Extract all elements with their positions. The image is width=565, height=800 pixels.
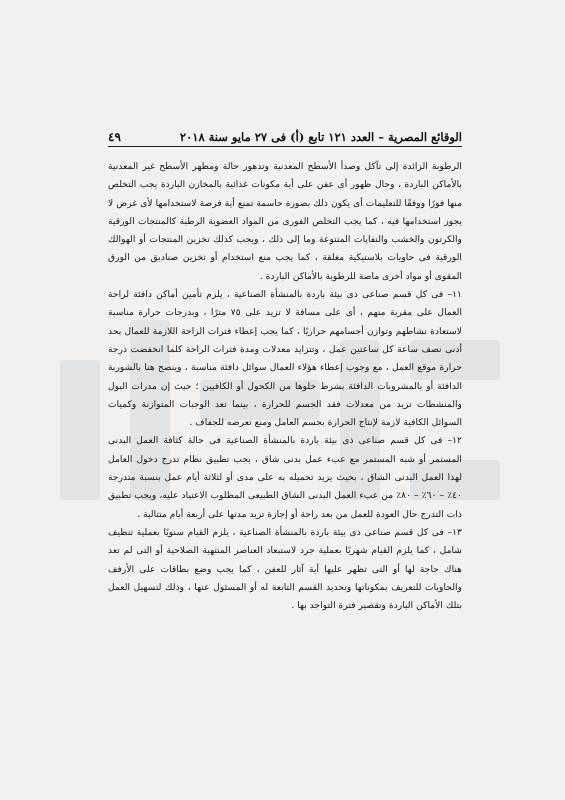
paragraph-item-13: ١٣– فى كل قسم صناعى ذى بيئة باردة بالمنشأة الصناعية ، يلزم القيام سنويًا بعملية تنظيف شامل ، كما يلزم القيام شهريًا بعملية جرد لاستبعاد العناصر المنتهية الصلاحية أو التى لم تعد هناك حاجة لها أو التى تظهر عليها أية آثار للعفن ، كما يجب وضع بطاقات على الأرفف والحاويات للتعريف بمكوناتها وتحديد القسم التابعة له أو المسئول عنها ، وذلك لتسهيل العمل بتلك الأماكن الباردة وتقصير فترة التواجد بها . [108,526,462,612]
page-number: ٤٩ [108,130,121,144]
document-body [108,158,462,758]
paragraph-item-12: ١٢– فى كل قسم صناعى ذى بيئة باردة بالمنشأة الصناعية فى حالة كثافة العمل البدنى المستمر أو شبه المستمر مع عبء عمل بدنى شاق ، يجب تطبيق نظام تدرج دخول العامل لهذا العمل البدنى الشاق ، بحيث يزيد تحميله به على مدى أو لثلاثة أيام عمل بنسبة متدرجة ٤٠٪ – ٦٠٪ – ٨٠٪ من عبء العمل البدنى الشاق الطبيعى المطلوب الاعتياد عليه، ويجب تطبيق ذات التدرج حال العودة للعمل من بعد راحة أو إجازة تزيد مدتها على أربعة أيام متتالية . [108,435,463,520]
gazette-title: الوقائع المصرية – العدد ١٢١ تابع (أ) فى ٢٧ مايو سنة ٢٠١٨ [179,130,462,144]
page-header [108,120,462,147]
paragraph-continuation: الرطوبة الزائدة إلى تآكل وصدأ الأسطح المعدنية وتدهور حالة ومظهر الأسطح غير المعدنية بالأماكن الباردة ، وحال ظهور أى عفن على أية مكونات غذائية بالمخازن الباردة يجب التخلص منها فورًا ووفقًا للتعليمات أى يكون ذلك بصورة حاسمة تمنع أية فرصة لاستخدامها لأى غرض لا يجوز استخدامها فيه ، كما يجب التخلص الفورى من المواد العضوية الرطبة كالمنتجات الورقية والكرتون والخشب والنفايات المتنوعة وما إلى ذلك ، ويجب كذلك تخزين المنتجات أو الهوالك الورقية فى حاويات بلاستيكية مغلقة ، كما يجب منع استخدام أو تخزين صناديق من الورق المقوى أو مواد أخرى ماصة للرطوبة بالأماكن الباردة . [108,161,462,282]
paragraph-item-11: ١١– فى كل قسم صناعى ذى بيئة باردة بالمنشأة الصناعية ، يلزم تأمين أماكن دافئة لراحة العمال على مقربة منهم ، أى على مسافة لا تزيد على ٧٥ مترًا ، وبدرجات حرارة مناسبة لاستعادة نشاطهم وتوازن أجسامهم حراريًا ، كما يجب إعطاء فترات الراحة اللازمة للعمال بحد أدنى نصف ساعة كل ساعتين عمل ، وتتزايد معدلات ومدة فترات الراحة كلما انخفضت درجة حرارة موقع العمل ، مع وجوب إعطاء هؤلاء العمال سوائل دافئة مناسبة ، وينصح هنا بالشوربة الدافئة أو بالمشروبات الدافئة بشرط خلوها من الكحول أو الكافيين ؛ حيث إن مدرات البول والمنشطات تزيد من معدلات فقد الجسم للحرارة ، بينما تعد الوجبات المتوازنة وكميات السوائل الكافية لازمة لإنتاج الحرارة بجسم العامل ومنع تعرضه للجفاف . [108,289,462,429]
